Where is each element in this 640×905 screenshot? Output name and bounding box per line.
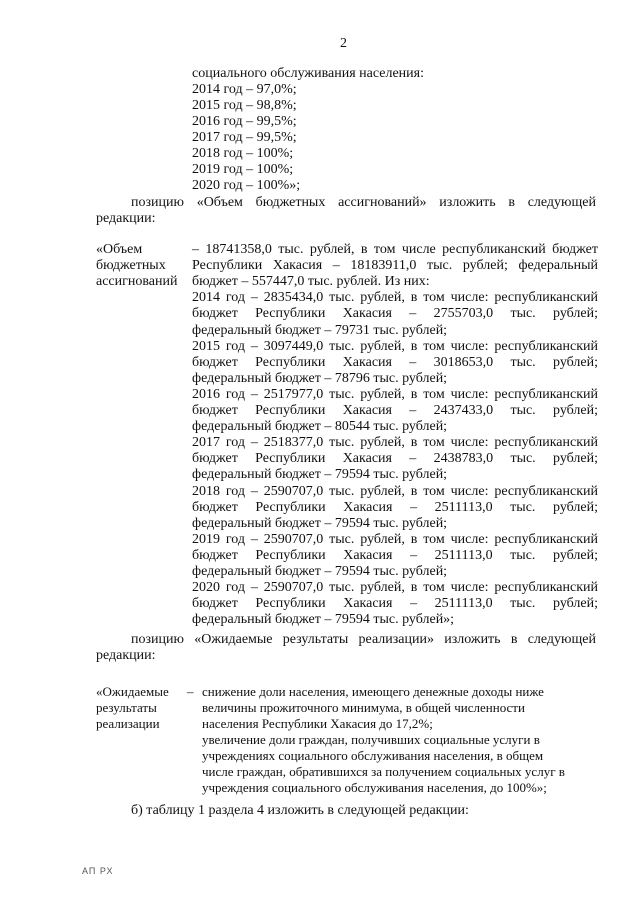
paragraph-line: позицию «Ожидаемые результаты реализации» изложить в следующей [131,632,596,647]
budget-line: федеральный бюджет – 78796 тыс. рублей; [192,370,448,386]
intro-line: социального обслуживания населения: [192,66,424,81]
budget-line: федеральный бюджет – 80544 тыс. рублей; [192,419,448,435]
budget-line: 2018 год – 2590707,0 тыс. рублей, в том числе: республиканский [192,483,598,499]
budget-line: 2017 год – 2518377,0 тыс. рублей, в том числе: республиканский [192,435,598,451]
budget-line: федеральный бюджет – 79594 тыс. рублей»; [192,612,455,628]
results-label: реализации [96,716,160,731]
intro-line: 2019 год – 100%; [192,162,294,177]
budget-line: федеральный бюджет – 79594 тыс. рублей; [192,564,448,579]
budget-label: ассигнований [96,274,178,289]
results-line: снижение доли населения, имеющего денежные доходы ниже [202,684,544,699]
budget-line: бюджет Республики Хакасия – 2511113,0 тыс. рублей; [192,499,598,515]
budget-line: федеральный бюджет – 79594 тыс. рублей; [192,467,448,483]
budget-line: бюджет Республики Хакасия – 3018653,0 тыс. рублей; [192,354,598,370]
budget-line: 2020 год – 2590707,0 тыс. рублей, в том числе: республиканский [192,580,598,596]
budget-line: федеральный бюджет – 79594 тыс. рублей; [192,515,448,531]
budget-line: Республики Хакасия – 18183911,0 тыс. рублей; федеральный [192,258,598,274]
results-line: учреждениях социального обслуживания населения, в общем [202,748,544,763]
intro-line: 2020 год – 100%»; [192,178,301,193]
budget-line: 2015 год – 3097449,0 тыс. рублей, в том числе: республиканский [192,338,598,354]
intro-line: 2014 год – 97,0%; [192,82,297,97]
paragraph-line: редакции: [96,211,156,226]
paragraph-line: редакции: [96,648,156,663]
intro-line: 2015 год – 98,8%; [192,98,297,113]
budget-line: 2014 год – 2835434,0 тыс. рублей, в том числе: республиканский [192,290,598,306]
results-dash: – [187,684,194,699]
intro-line: 2017 год – 99,5%; [192,130,297,145]
paragraph-line: позицию «Объем бюджетных ассигнований» изложить в следующей [131,195,596,210]
budget-line: бюджет Республики Хакасия – 2511113,0 тыс. рублей; [192,547,598,563]
results-line: учреждения социального обслуживания населения, до 100%»; [202,780,547,795]
budget-line: бюджет – 557447,0 тыс. рублей. Из них: [192,274,430,290]
intro-line: 2016 год – 99,5%; [192,114,297,129]
results-line: увеличение доли граждан, получивших социальные услуги в [202,732,540,747]
budget-line: 2016 год – 2517977,0 тыс. рублей, в том числе: республиканский [192,386,598,402]
results-line: числе граждан, обратившихся за получением социальных услуг в [202,764,565,779]
budget-label: бюджетных [96,258,166,273]
results-line: населения Республики Хакасия до 17,2%; [202,716,433,731]
budget-label: «Объем [96,242,143,257]
budget-line: бюджет Республики Хакасия – 2438783,0 тыс. рублей; [192,451,598,467]
budget-line: федеральный бюджет – 79731 тыс. рублей; [192,322,448,338]
budget-line: бюджет Республики Хакасия – 2755703,0 тыс. рублей; [192,306,598,322]
footer-mark: АП РХ [82,866,114,876]
final-instruction-line: б) таблицу 1 раздела 4 изложить в следующей редакции: [131,803,469,818]
budget-line: – 18741358,0 тыс. рублей, в том числе республиканский бюджет [192,242,598,257]
intro-line: 2018 год – 100%; [192,146,294,161]
budget-line: бюджет Республики Хакасия – 2437433,0 тыс. рублей; [192,403,598,418]
page-number: 2 [340,36,347,51]
results-label: результаты [96,700,157,715]
results-line: величины прожиточного минимума, в общей численности [202,700,525,715]
budget-line: бюджет Республики Хакасия – 2511113,0 тыс. рублей; [192,596,598,612]
results-label: «Ожидаемые [96,684,169,699]
budget-line: 2019 год – 2590707,0 тыс. рублей, в том числе: республиканский [192,531,598,547]
